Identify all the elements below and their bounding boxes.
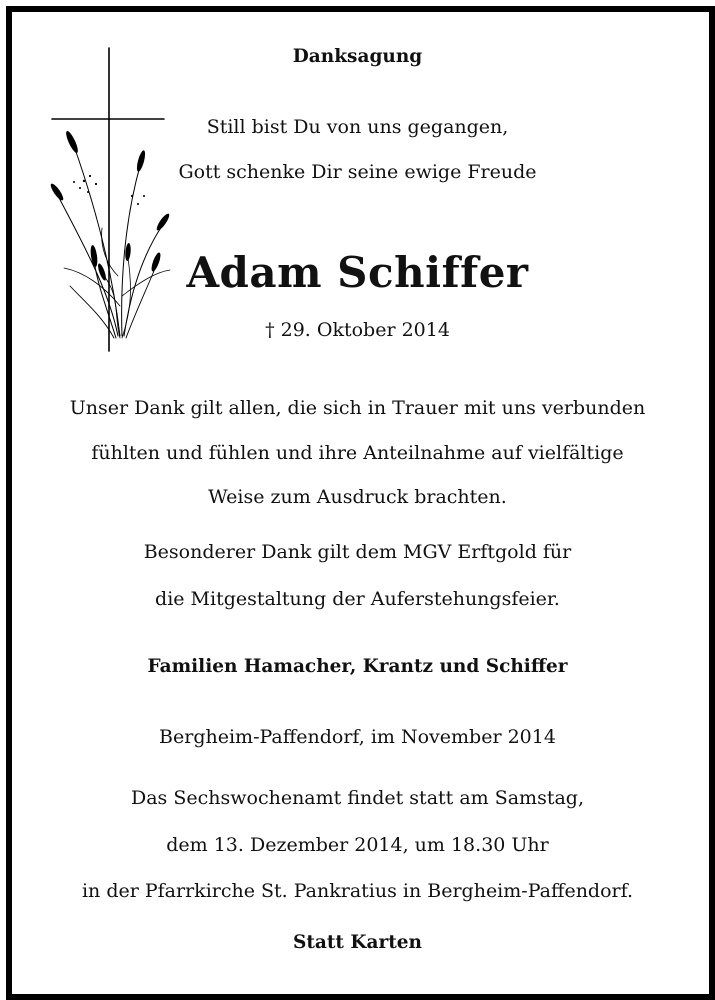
verse-line-1: Still bist Du von uns gegangen, xyxy=(206,116,509,138)
thanks-line-3: Weise zum Ausdruck brachten. xyxy=(208,486,507,508)
footer-note: Statt Karten xyxy=(292,932,422,953)
special-thanks-line-1: Besonderer Dank gilt dem MGV Erftgold für xyxy=(143,541,572,563)
death-date: † 29. Oktober 2014 xyxy=(265,319,450,341)
special-thanks-line-2: die Mitgestaltung der Auferstehungsfeier. xyxy=(155,588,560,610)
thanks-line-2: fühlten und fühlen und ihre Anteilnahme auf vielfältige xyxy=(91,442,624,464)
service-line-1: Das Sechswochenamt findet statt am Samstag, xyxy=(131,787,584,809)
family-names: Familien Hamacher, Krantz und Schiffer xyxy=(147,656,568,677)
cross-with-wheat-icon xyxy=(44,46,174,356)
service-line-3: in der Pfarrkirche St. Pankratius in Bergheim-Paffendorf. xyxy=(81,880,634,902)
deceased-name: Adam Schiffer xyxy=(186,248,529,297)
place-date: Bergheim-Paffendorf, im November 2014 xyxy=(159,726,556,748)
notice-title: Danksagung xyxy=(292,46,423,67)
verse-line-2: Gott schenke Dir seine ewige Freude xyxy=(178,161,537,183)
service-line-2: dem 13. Dezember 2014, um 18.30 Uhr xyxy=(166,834,549,856)
thanks-line-1: Unser Dank gilt allen, die sich in Trauer mit uns verbunden xyxy=(69,397,646,419)
